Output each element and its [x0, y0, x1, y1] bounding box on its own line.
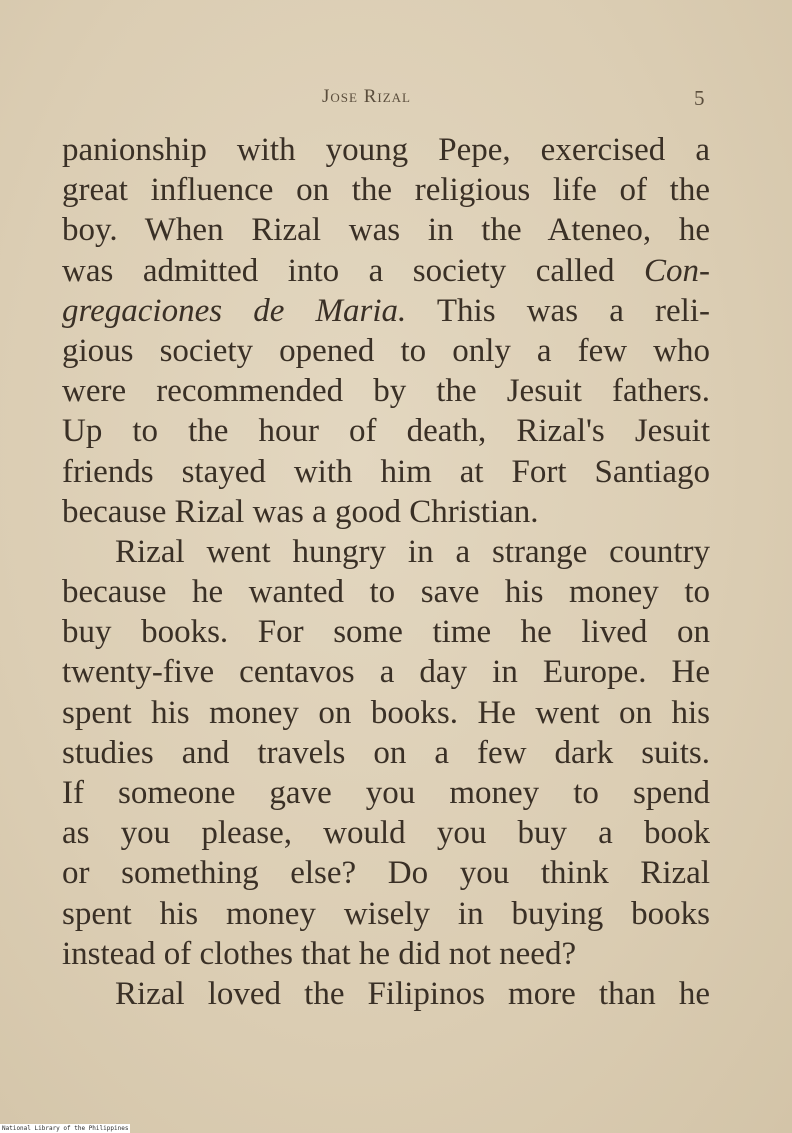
text-line: twenty-five centavos a day in Europe. He	[62, 654, 710, 691]
page-number: 5	[694, 86, 705, 110]
text-line	[62, 251, 710, 291]
text-segment: was admitted into a society called	[62, 252, 644, 289]
text-segment: This was a reli-	[406, 292, 710, 329]
body-text	[62, 130, 710, 1014]
text-line: because he wanted to save his money to	[62, 574, 710, 611]
text-line: as you please, would you buy a book	[62, 815, 710, 852]
text-line: panionship with young Pepe, exercised a	[62, 132, 710, 168]
text-line: buy books. For some time he lived on	[62, 614, 710, 651]
text-line: boy. When Rizal was in the Ateneo, he	[62, 212, 710, 249]
text-line: or something else? Do you think Rizal	[62, 855, 710, 892]
text-line: Rizal went hungry in a strange country	[115, 533, 710, 570]
text-line	[62, 291, 710, 331]
text-line: If someone gave you money to spend	[62, 775, 710, 811]
running-head: Jose Rizal	[322, 86, 411, 107]
text-line: were recommended by the Jesuit fathers.	[62, 373, 710, 410]
text-line: Rizal loved the Filipinos more than he	[115, 975, 710, 1012]
text-line: because Rizal was a good Christian.	[62, 493, 539, 530]
text-line: spent his money on books. He went on his	[62, 694, 710, 731]
source-footer: National Library of the Philippines	[2, 1125, 129, 1132]
page-header	[0, 86, 792, 116]
text-line: great influence on the religious life of the	[62, 172, 710, 209]
italic-text: Con-	[644, 252, 710, 289]
text-line: spent his money wisely in buying books	[62, 895, 710, 932]
text-line: Up to the hour of death, Rizal's Jesuit	[62, 413, 710, 450]
text-line: gious society opened to only a few who	[62, 332, 710, 369]
text-line: friends stayed with him at Fort Santiago	[62, 453, 710, 490]
italic-text: gregaciones de Maria.	[62, 292, 407, 329]
text-line: instead of clothes that he did not need?	[62, 935, 577, 972]
text-line: studies and travels on a few dark suits.	[62, 734, 710, 771]
